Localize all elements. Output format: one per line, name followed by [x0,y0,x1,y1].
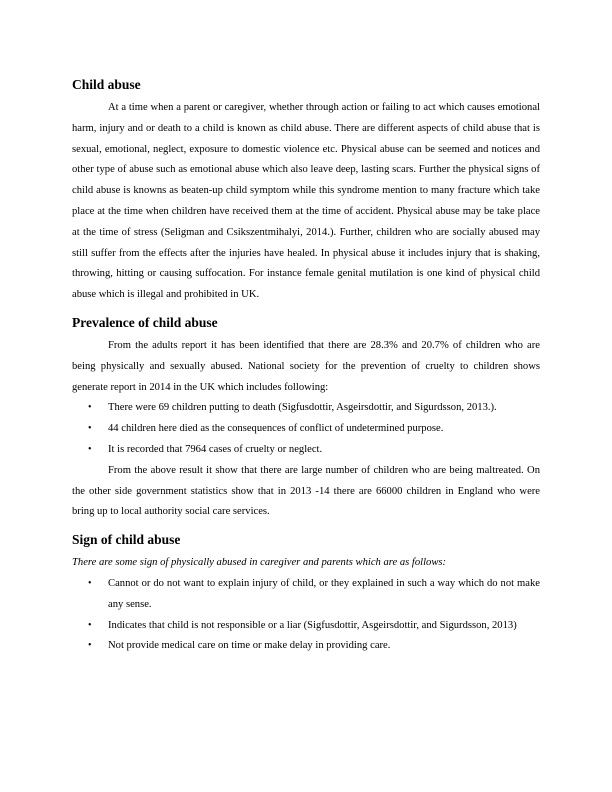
list-item [72,419,540,440]
list-item-text: Cannot or do not want to explain injury of child, or they explained in such a way which do not make any sense. [108,577,540,610]
paragraph-child-abuse: At a time when a parent or caregiver, whether through action or failing to act which causes emotional harm, injury and or death to a child is known as child abuse. There are different aspects of child abuse that is sexual, emotional, neglect, exposure to domestic violence etc. Physical abuse can be seemed and notices and other type of abuse such as emotional abuse which also leave deep, lasting scars. Further the physical signs of child abuse is knowns as beaten-up child symptom while this syndrome mention to many fracture which take place at the time when children have received them at the time of accident. Physical abuse may be take place at the time of stress (Seligman and Csikszentmihalyi, 2014.). Further, children who are socially abused may still suffer from the effects after the injuries have healed. In physical abuse it includes injury that is shaking, throwing, hitting or causing suffocation. For instance female genital mutilation is one kind of physical child abuse which is illegal and prohibited in UK. [72,102,540,301]
bullet-icon: • [88,640,92,652]
list-item [72,440,540,461]
heading-prevalence: Prevalence of child abuse [72,314,218,330]
paragraph-prevalence-result: From the above result it show that there are large number of children who are being maltreated. On the other side government statistics show that in 2013 -14 there are 66000 children in England who were bring up to local authority social care services. [72,464,540,518]
bullet-icon: • [88,619,92,631]
list-item [72,574,540,616]
list-item [72,398,540,419]
prevalence-bullet-list [72,398,540,460]
list-item-text: There were 69 children putting to death (Sigfusdottir, Asgeirsdottir, and Sigurdsson, 2013.). [108,402,497,414]
list-item [72,636,540,657]
list-item-text: Indicates that child is not responsible or a liar (Sigfusdottir, Asgeirsdottir, and Sigurdsson, 2013) [108,619,517,631]
list-item-text: Not provide medical care on time or make delay in providing care. [108,640,391,652]
heading-signs: Sign of child abuse [72,532,181,548]
bullet-icon: • [88,423,92,435]
paragraph-prevalence: From the adults report it has been identified that there are 28.3% and 20.7% of children who are being physically and sexually abused. National society for the prevention of cruelty to children shows generate report in 2014 in the UK which includes following: [72,339,540,393]
heading-child-abuse: Child abuse [72,77,141,92]
list-item [72,616,540,637]
bullet-icon: • [88,577,92,589]
bullet-icon: • [88,402,92,414]
bullet-icon: • [88,443,92,455]
list-item-text: It is recorded that 7964 cases of cruelty or neglect. [108,443,323,455]
list-item-text: 44 children here died as the consequences of conflict of undetermined purpose. [108,423,444,435]
document-page [72,76,540,657]
signs-bullet-list [72,574,540,657]
paragraph-signs-intro: There are some sign of physically abused in caregiver and parents which are as follows: [72,557,447,569]
